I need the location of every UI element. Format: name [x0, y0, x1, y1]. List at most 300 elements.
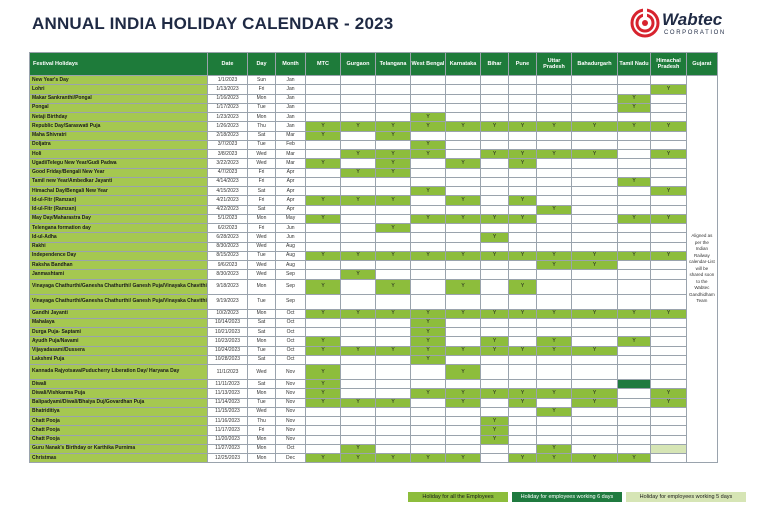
table-row	[30, 454, 718, 463]
location-cell: Y	[341, 346, 376, 355]
location-cell	[446, 337, 481, 346]
table-row	[30, 398, 718, 407]
location-cell	[618, 389, 651, 398]
location-cell: Y	[306, 214, 341, 223]
location-cell	[481, 196, 509, 205]
location-cell: Y	[618, 337, 651, 346]
location-cell	[618, 150, 651, 159]
location-cell	[572, 444, 618, 453]
location-cell	[341, 426, 376, 435]
location-cell: Y	[411, 318, 446, 327]
month-cell: Nov	[276, 407, 306, 416]
location-cell	[651, 365, 687, 380]
location-cell	[537, 328, 572, 337]
location-cell: Y	[618, 94, 651, 103]
festival-name-cell: Raksha Bandhan	[30, 261, 208, 270]
location-cell: Y	[376, 398, 411, 407]
festival-name-cell: Diwali	[30, 380, 208, 389]
location-cell: Y	[306, 398, 341, 407]
location-cell	[306, 261, 341, 270]
day-cell: Fri	[248, 177, 276, 186]
column-header: Pune	[509, 53, 537, 76]
location-cell	[481, 380, 509, 389]
table-row	[30, 168, 718, 177]
holiday-table	[29, 52, 718, 463]
location-cell	[509, 76, 537, 85]
date-cell: 8/30/2023	[208, 270, 248, 279]
month-cell: Oct	[276, 318, 306, 327]
location-cell	[537, 85, 572, 94]
location-cell	[572, 205, 618, 214]
location-cell	[537, 214, 572, 223]
month-cell: Aug	[276, 251, 306, 260]
location-cell	[572, 426, 618, 435]
location-cell	[341, 214, 376, 223]
location-cell: Y	[446, 365, 481, 380]
day-cell: Tue	[248, 140, 276, 149]
legend-item-all: Holiday for all the Employees	[408, 492, 508, 502]
column-header: Bahadurgarh	[572, 53, 618, 76]
date-cell: 4/14/2023	[208, 177, 248, 186]
location-cell: Y	[306, 309, 341, 318]
location-cell: Y	[306, 159, 341, 168]
location-cell	[446, 261, 481, 270]
location-cell	[446, 224, 481, 233]
location-cell	[481, 318, 509, 327]
location-cell	[618, 159, 651, 168]
column-header: Telangana	[376, 53, 411, 76]
location-cell: Y	[618, 122, 651, 131]
location-cell	[376, 76, 411, 85]
location-cell	[537, 435, 572, 444]
location-cell	[376, 113, 411, 122]
location-cell	[306, 233, 341, 242]
location-cell	[341, 177, 376, 186]
location-cell	[446, 94, 481, 103]
location-cell	[306, 85, 341, 94]
festival-name-cell: Chatt Pooja	[30, 417, 208, 426]
location-cell	[306, 318, 341, 327]
location-cell	[411, 435, 446, 444]
day-cell: Wed	[248, 242, 276, 251]
location-cell: Y	[572, 309, 618, 318]
location-cell: Y	[376, 131, 411, 140]
location-cell	[618, 187, 651, 196]
day-cell: Fri	[248, 168, 276, 177]
location-cell: Y	[509, 454, 537, 463]
day-cell: Wed	[248, 407, 276, 416]
month-cell: Oct	[276, 444, 306, 453]
festival-name-cell: Id-ul-Adha	[30, 233, 208, 242]
location-cell	[618, 270, 651, 279]
festival-name-cell: Himachal Day/Bengali New Year	[30, 187, 208, 196]
location-cell: Y	[376, 150, 411, 159]
location-cell	[481, 398, 509, 407]
location-cell: Y	[306, 389, 341, 398]
location-cell	[651, 159, 687, 168]
date-cell: 10/21/2023	[208, 328, 248, 337]
date-cell: 9/18/2023	[208, 279, 248, 294]
location-cell	[341, 113, 376, 122]
location-cell	[481, 355, 509, 364]
location-cell	[618, 279, 651, 294]
location-cell	[341, 140, 376, 149]
location-cell: Y	[411, 309, 446, 318]
column-header: Uttar Pradesh	[537, 53, 572, 76]
location-cell	[411, 196, 446, 205]
day-cell: Wed	[248, 233, 276, 242]
location-cell	[651, 94, 687, 103]
location-cell	[411, 131, 446, 140]
location-cell	[411, 94, 446, 103]
location-cell: Y	[651, 251, 687, 260]
location-cell	[446, 444, 481, 453]
location-cell	[572, 177, 618, 186]
month-cell: Nov	[276, 365, 306, 380]
day-cell: Sat	[248, 205, 276, 214]
location-cell	[618, 196, 651, 205]
location-cell	[509, 140, 537, 149]
location-cell	[572, 113, 618, 122]
location-cell	[306, 328, 341, 337]
location-cell	[446, 103, 481, 112]
month-cell: Sep	[276, 270, 306, 279]
month-cell: Apr	[276, 168, 306, 177]
location-cell	[537, 196, 572, 205]
location-cell	[509, 294, 537, 309]
month-cell: Nov	[276, 435, 306, 444]
festival-name-cell: Vijayadasami/Dussera	[30, 346, 208, 355]
location-cell	[537, 318, 572, 327]
festival-name-cell: Id-ul-Fitr (Ramzan)	[30, 205, 208, 214]
location-cell	[376, 294, 411, 309]
date-cell: 11/17/2023	[208, 426, 248, 435]
date-cell: 1/26/2023	[208, 122, 248, 131]
location-cell: Y	[341, 398, 376, 407]
month-cell: Jan	[276, 94, 306, 103]
location-cell	[572, 224, 618, 233]
location-cell	[376, 444, 411, 453]
day-cell: Sat	[248, 131, 276, 140]
month-cell: Aug	[276, 261, 306, 270]
location-cell: Y	[481, 251, 509, 260]
table-row	[30, 251, 718, 260]
location-cell: Y	[306, 251, 341, 260]
location-cell: Y	[446, 346, 481, 355]
location-cell	[341, 85, 376, 94]
date-cell: 11/27/2023	[208, 444, 248, 453]
location-cell: Y	[411, 328, 446, 337]
location-cell	[509, 224, 537, 233]
location-cell	[376, 214, 411, 223]
location-cell: Y	[446, 309, 481, 318]
location-cell	[481, 365, 509, 380]
location-cell: Y	[509, 196, 537, 205]
location-cell	[651, 380, 687, 389]
day-cell: Sat	[248, 355, 276, 364]
location-cell: Y	[618, 103, 651, 112]
location-cell: Y	[341, 196, 376, 205]
location-cell: Y	[446, 398, 481, 407]
location-cell	[651, 355, 687, 364]
location-cell: Y	[618, 177, 651, 186]
location-cell	[651, 177, 687, 186]
location-cell	[509, 337, 537, 346]
location-cell: Y	[651, 85, 687, 94]
location-cell	[509, 444, 537, 453]
date-cell: 6/28/2023	[208, 233, 248, 242]
location-cell	[376, 417, 411, 426]
location-cell	[306, 224, 341, 233]
location-cell	[481, 85, 509, 94]
day-cell: Thu	[248, 122, 276, 131]
location-cell	[411, 261, 446, 270]
location-cell: Y	[411, 187, 446, 196]
day-cell: Sun	[248, 76, 276, 85]
table-row	[30, 140, 718, 149]
location-cell	[572, 279, 618, 294]
location-cell	[651, 444, 687, 453]
month-cell: Oct	[276, 328, 306, 337]
location-cell	[651, 435, 687, 444]
location-cell: Y	[509, 389, 537, 398]
location-cell	[446, 85, 481, 94]
location-cell: Y	[481, 417, 509, 426]
location-cell	[376, 187, 411, 196]
location-cell: Y	[306, 122, 341, 131]
column-header: Month	[276, 53, 306, 76]
location-cell	[446, 113, 481, 122]
festival-name-cell: May Day/Maharastra Day	[30, 214, 208, 223]
location-cell	[572, 214, 618, 223]
location-cell	[341, 380, 376, 389]
location-cell	[572, 233, 618, 242]
location-cell: Y	[411, 122, 446, 131]
location-cell: Y	[341, 150, 376, 159]
location-cell	[509, 270, 537, 279]
date-cell: 4/22/2023	[208, 205, 248, 214]
day-cell: Mon	[248, 113, 276, 122]
day-cell: Mon	[248, 389, 276, 398]
location-cell	[376, 435, 411, 444]
location-cell	[341, 365, 376, 380]
month-cell: Nov	[276, 398, 306, 407]
location-cell	[306, 417, 341, 426]
location-cell	[572, 168, 618, 177]
location-cell	[341, 435, 376, 444]
month-cell: Dec	[276, 454, 306, 463]
table-row	[30, 242, 718, 251]
festival-name-cell: Ugadi/Telegu New Year/Gudi Padwa	[30, 159, 208, 168]
month-cell: Apr	[276, 205, 306, 214]
location-cell: Y	[537, 346, 572, 355]
location-cell: Y	[651, 309, 687, 318]
location-cell	[651, 233, 687, 242]
location-cell	[341, 294, 376, 309]
table-row	[30, 309, 718, 318]
location-cell	[306, 103, 341, 112]
location-cell: Y	[306, 365, 341, 380]
location-cell	[446, 294, 481, 309]
date-cell: 12/25/2023	[208, 454, 248, 463]
column-header: Bihar	[481, 53, 509, 76]
day-cell: Wed	[248, 261, 276, 270]
location-cell	[651, 318, 687, 327]
location-cell: Y	[651, 214, 687, 223]
day-cell: Thu	[248, 417, 276, 426]
location-cell	[537, 94, 572, 103]
location-cell	[509, 131, 537, 140]
month-cell: Jan	[276, 122, 306, 131]
wabtec-logo	[630, 8, 734, 44]
location-cell	[481, 328, 509, 337]
location-cell: Y	[651, 187, 687, 196]
location-cell: Y	[537, 150, 572, 159]
location-cell: Y	[411, 214, 446, 223]
location-cell: Y	[572, 398, 618, 407]
location-cell: Y	[572, 122, 618, 131]
month-cell: Apr	[276, 187, 306, 196]
location-cell	[376, 318, 411, 327]
location-cell	[446, 187, 481, 196]
month-cell: Jun	[276, 233, 306, 242]
month-cell: Mar	[276, 131, 306, 140]
location-cell	[537, 131, 572, 140]
location-cell	[651, 242, 687, 251]
month-cell: Mar	[276, 159, 306, 168]
logo-name: Wabtec	[662, 10, 723, 29]
day-cell: Mon	[248, 444, 276, 453]
location-cell: Y	[376, 454, 411, 463]
location-cell	[651, 454, 687, 463]
festival-name-cell: Janmashtami	[30, 270, 208, 279]
location-cell	[537, 380, 572, 389]
column-header: Gujarat	[687, 53, 718, 76]
location-cell	[306, 150, 341, 159]
location-cell: Y	[618, 251, 651, 260]
festival-name-cell: Lohri	[30, 85, 208, 94]
location-cell	[481, 177, 509, 186]
location-cell: Y	[376, 346, 411, 355]
festival-name-cell: Lakshmi Puja	[30, 355, 208, 364]
day-cell: Fri	[248, 196, 276, 205]
location-cell: Y	[509, 279, 537, 294]
location-cell: Y	[618, 214, 651, 223]
location-cell	[446, 140, 481, 149]
location-cell	[618, 318, 651, 327]
location-cell	[618, 224, 651, 233]
day-cell: Mon	[248, 279, 276, 294]
location-cell	[618, 355, 651, 364]
festival-name-cell: Kannada Rajyotsava/Puducherry Liberation Day/ Haryana Day	[30, 365, 208, 380]
location-cell	[341, 103, 376, 112]
table-row	[30, 159, 718, 168]
month-cell: Jan	[276, 103, 306, 112]
location-cell	[306, 76, 341, 85]
location-cell: Y	[411, 454, 446, 463]
month-cell: Jun	[276, 224, 306, 233]
location-cell	[306, 444, 341, 453]
day-cell: Fri	[248, 426, 276, 435]
festival-name-cell: Chatt Pooja	[30, 435, 208, 444]
location-cell: Y	[411, 251, 446, 260]
location-cell	[572, 318, 618, 327]
location-cell	[572, 417, 618, 426]
location-cell	[306, 355, 341, 364]
location-cell	[446, 270, 481, 279]
location-cell: Y	[481, 309, 509, 318]
table-row	[30, 270, 718, 279]
day-cell: Tue	[248, 251, 276, 260]
location-cell	[446, 177, 481, 186]
table-row	[30, 113, 718, 122]
location-cell	[306, 242, 341, 251]
table-row	[30, 85, 718, 94]
location-cell	[376, 426, 411, 435]
column-header: Karnataka	[446, 53, 481, 76]
location-cell	[572, 435, 618, 444]
location-cell	[618, 233, 651, 242]
location-cell	[537, 177, 572, 186]
table-row	[30, 389, 718, 398]
location-cell: Y	[481, 346, 509, 355]
location-cell	[411, 224, 446, 233]
location-cell: Y	[446, 251, 481, 260]
location-cell	[446, 168, 481, 177]
location-cell	[618, 365, 651, 380]
location-cell: Y	[509, 251, 537, 260]
location-cell	[376, 103, 411, 112]
location-cell	[341, 94, 376, 103]
date-cell: 11/1/2023	[208, 365, 248, 380]
location-cell: Y	[446, 279, 481, 294]
location-cell	[537, 159, 572, 168]
location-cell	[446, 407, 481, 416]
location-cell	[572, 407, 618, 416]
location-cell	[572, 270, 618, 279]
date-cell: 11/15/2023	[208, 407, 248, 416]
month-cell: May	[276, 214, 306, 223]
location-cell	[651, 426, 687, 435]
location-cell	[509, 355, 537, 364]
month-cell: Oct	[276, 355, 306, 364]
location-cell	[481, 113, 509, 122]
location-cell: Y	[572, 346, 618, 355]
location-cell	[341, 337, 376, 346]
location-cell	[306, 270, 341, 279]
location-cell	[618, 435, 651, 444]
date-cell: 11/14/2023	[208, 398, 248, 407]
location-cell: Y	[376, 279, 411, 294]
location-cell: Y	[481, 435, 509, 444]
location-cell	[537, 103, 572, 112]
location-cell	[411, 444, 446, 453]
location-cell	[376, 85, 411, 94]
location-cell	[618, 398, 651, 407]
table-row	[30, 76, 718, 85]
location-cell	[618, 85, 651, 94]
location-cell	[306, 168, 341, 177]
location-cell	[411, 76, 446, 85]
location-cell	[651, 337, 687, 346]
date-cell: 1/1/2023	[208, 76, 248, 85]
festival-name-cell: Ayudh Puja/Navami	[30, 337, 208, 346]
location-cell	[376, 233, 411, 242]
location-cell	[376, 242, 411, 251]
location-cell	[341, 76, 376, 85]
location-cell: Y	[481, 389, 509, 398]
location-cell	[411, 426, 446, 435]
